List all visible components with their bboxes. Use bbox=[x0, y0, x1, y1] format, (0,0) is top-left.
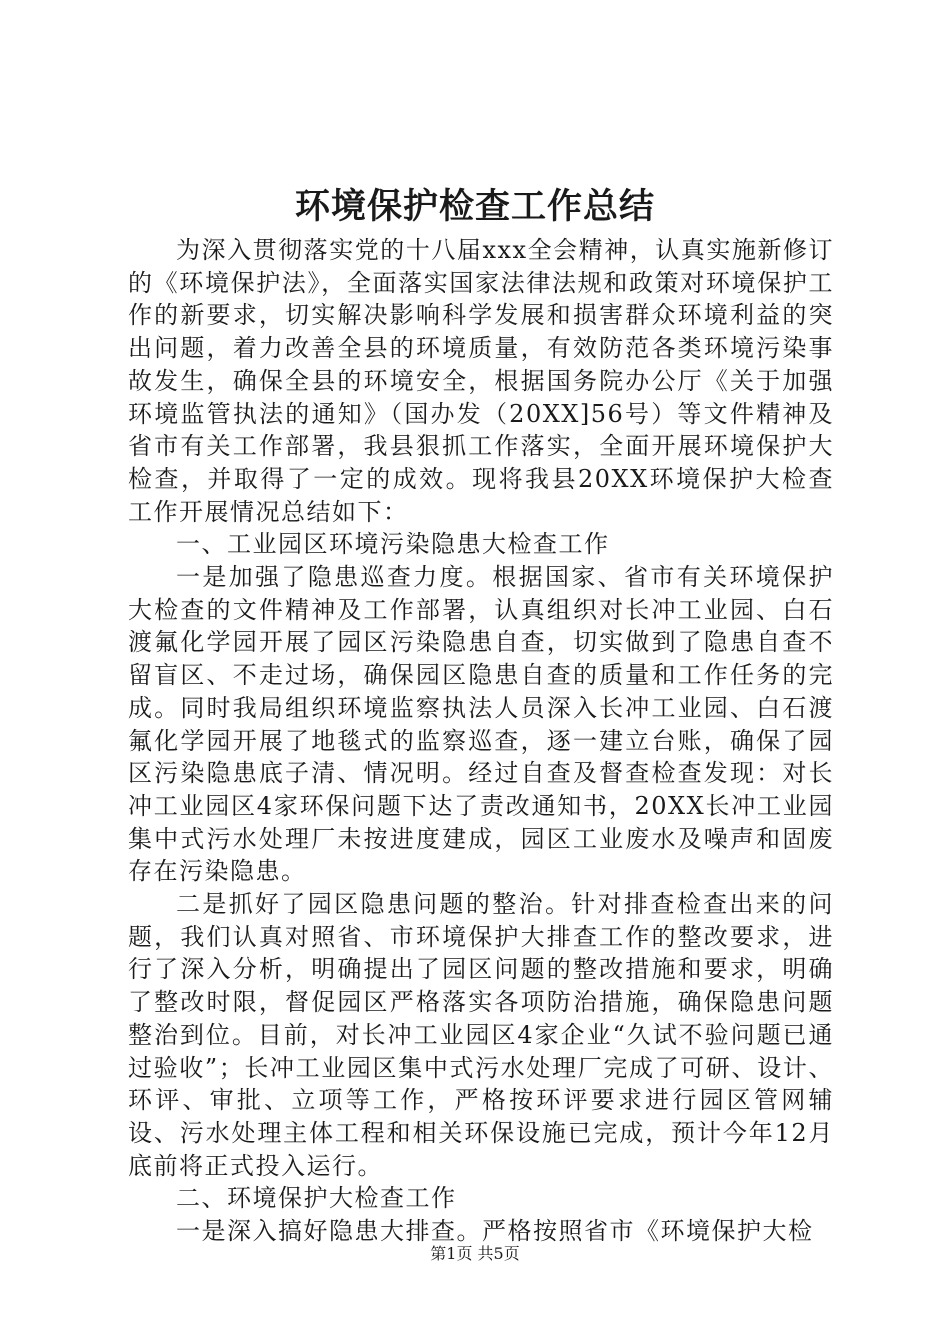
paragraph-intro: 为深入贯彻落实党的十八届xxx全会精神，认真实施新修订的《环境保护法》，全面落实国家法律法规和政策对环境保护工作的新要求，切实解决影响科学发展和损害群众环境利益的突出问题，着力改善全县的环境质量，有效防范各类环境污染事故发生，确保全县的环境安全，根据国务院办公厅《关于加强环境监管执法的通知》（国办发（20XX]56号）等文件精神及省市有关工作部署，我县狠抓工作落实，全面开展环境保护大检查，并取得了一定的成效。现将我县20XX环境保护大检查工作开展情况总结如下： bbox=[128, 236, 834, 526]
document-body bbox=[128, 234, 834, 1248]
section-heading-2: 二、环境保护大检查工作 bbox=[176, 1184, 457, 1213]
page-number: 第1页 共5页 bbox=[430, 1244, 520, 1263]
section-heading-1: 一、工业园区环境污染隐患大检查工作 bbox=[176, 530, 610, 559]
paragraph-hazard-check: 一是深入搞好隐患大排查。严格按照省市《环境保护大检 bbox=[176, 1217, 814, 1246]
document-title: 环境保护检查工作总结 bbox=[294, 187, 655, 227]
paragraph-inspection-strength: 一是加强了隐患巡查力度。根据国家、省市有关环境保护大检查的文件精神及工作部署，认真组织对长冲工业园、白石渡氟化学园开展了园区污染隐患自查，切实做到了隐患自查不留盲区、不走过场，确保园区隐患自查的质量和工作任务的完成。同时我局组织环境监察执法人员深入长冲工业园、白石渡氟化学园开展了地毯式的监察巡查，逐一建立台账，确保了园区污染隐患底子清、情况明。经过自查及督查检查发现：对长冲工业园区4家环保问题下达了责改通知书，20XX长冲工业园集中式污水处理厂未按进度建成，园区工业废水及噪声和固废存在污染隐患。 bbox=[128, 563, 834, 886]
paragraph-rectification: 二是抓好了园区隐患问题的整治。针对排查检查出来的问题，我们认真对照省、市环境保护大排查工作的整改要求，进行了深入分析，明确提出了园区问题的整改措施和要求，明确了整改时限，督促园区严格落实各项防治措施，确保隐患问题整治到位。目前，对长冲工业园区4家企业“久试不验问题已通过验收”；长冲工业园区集中式污水处理厂完成了可研、设计、环评、审批、立项等工作，严格按环评要求进行园区管网辅设、污水处理主体工程和相关环保设施已完成，预计今年12月底前将正式投入运行。 bbox=[128, 890, 834, 1180]
